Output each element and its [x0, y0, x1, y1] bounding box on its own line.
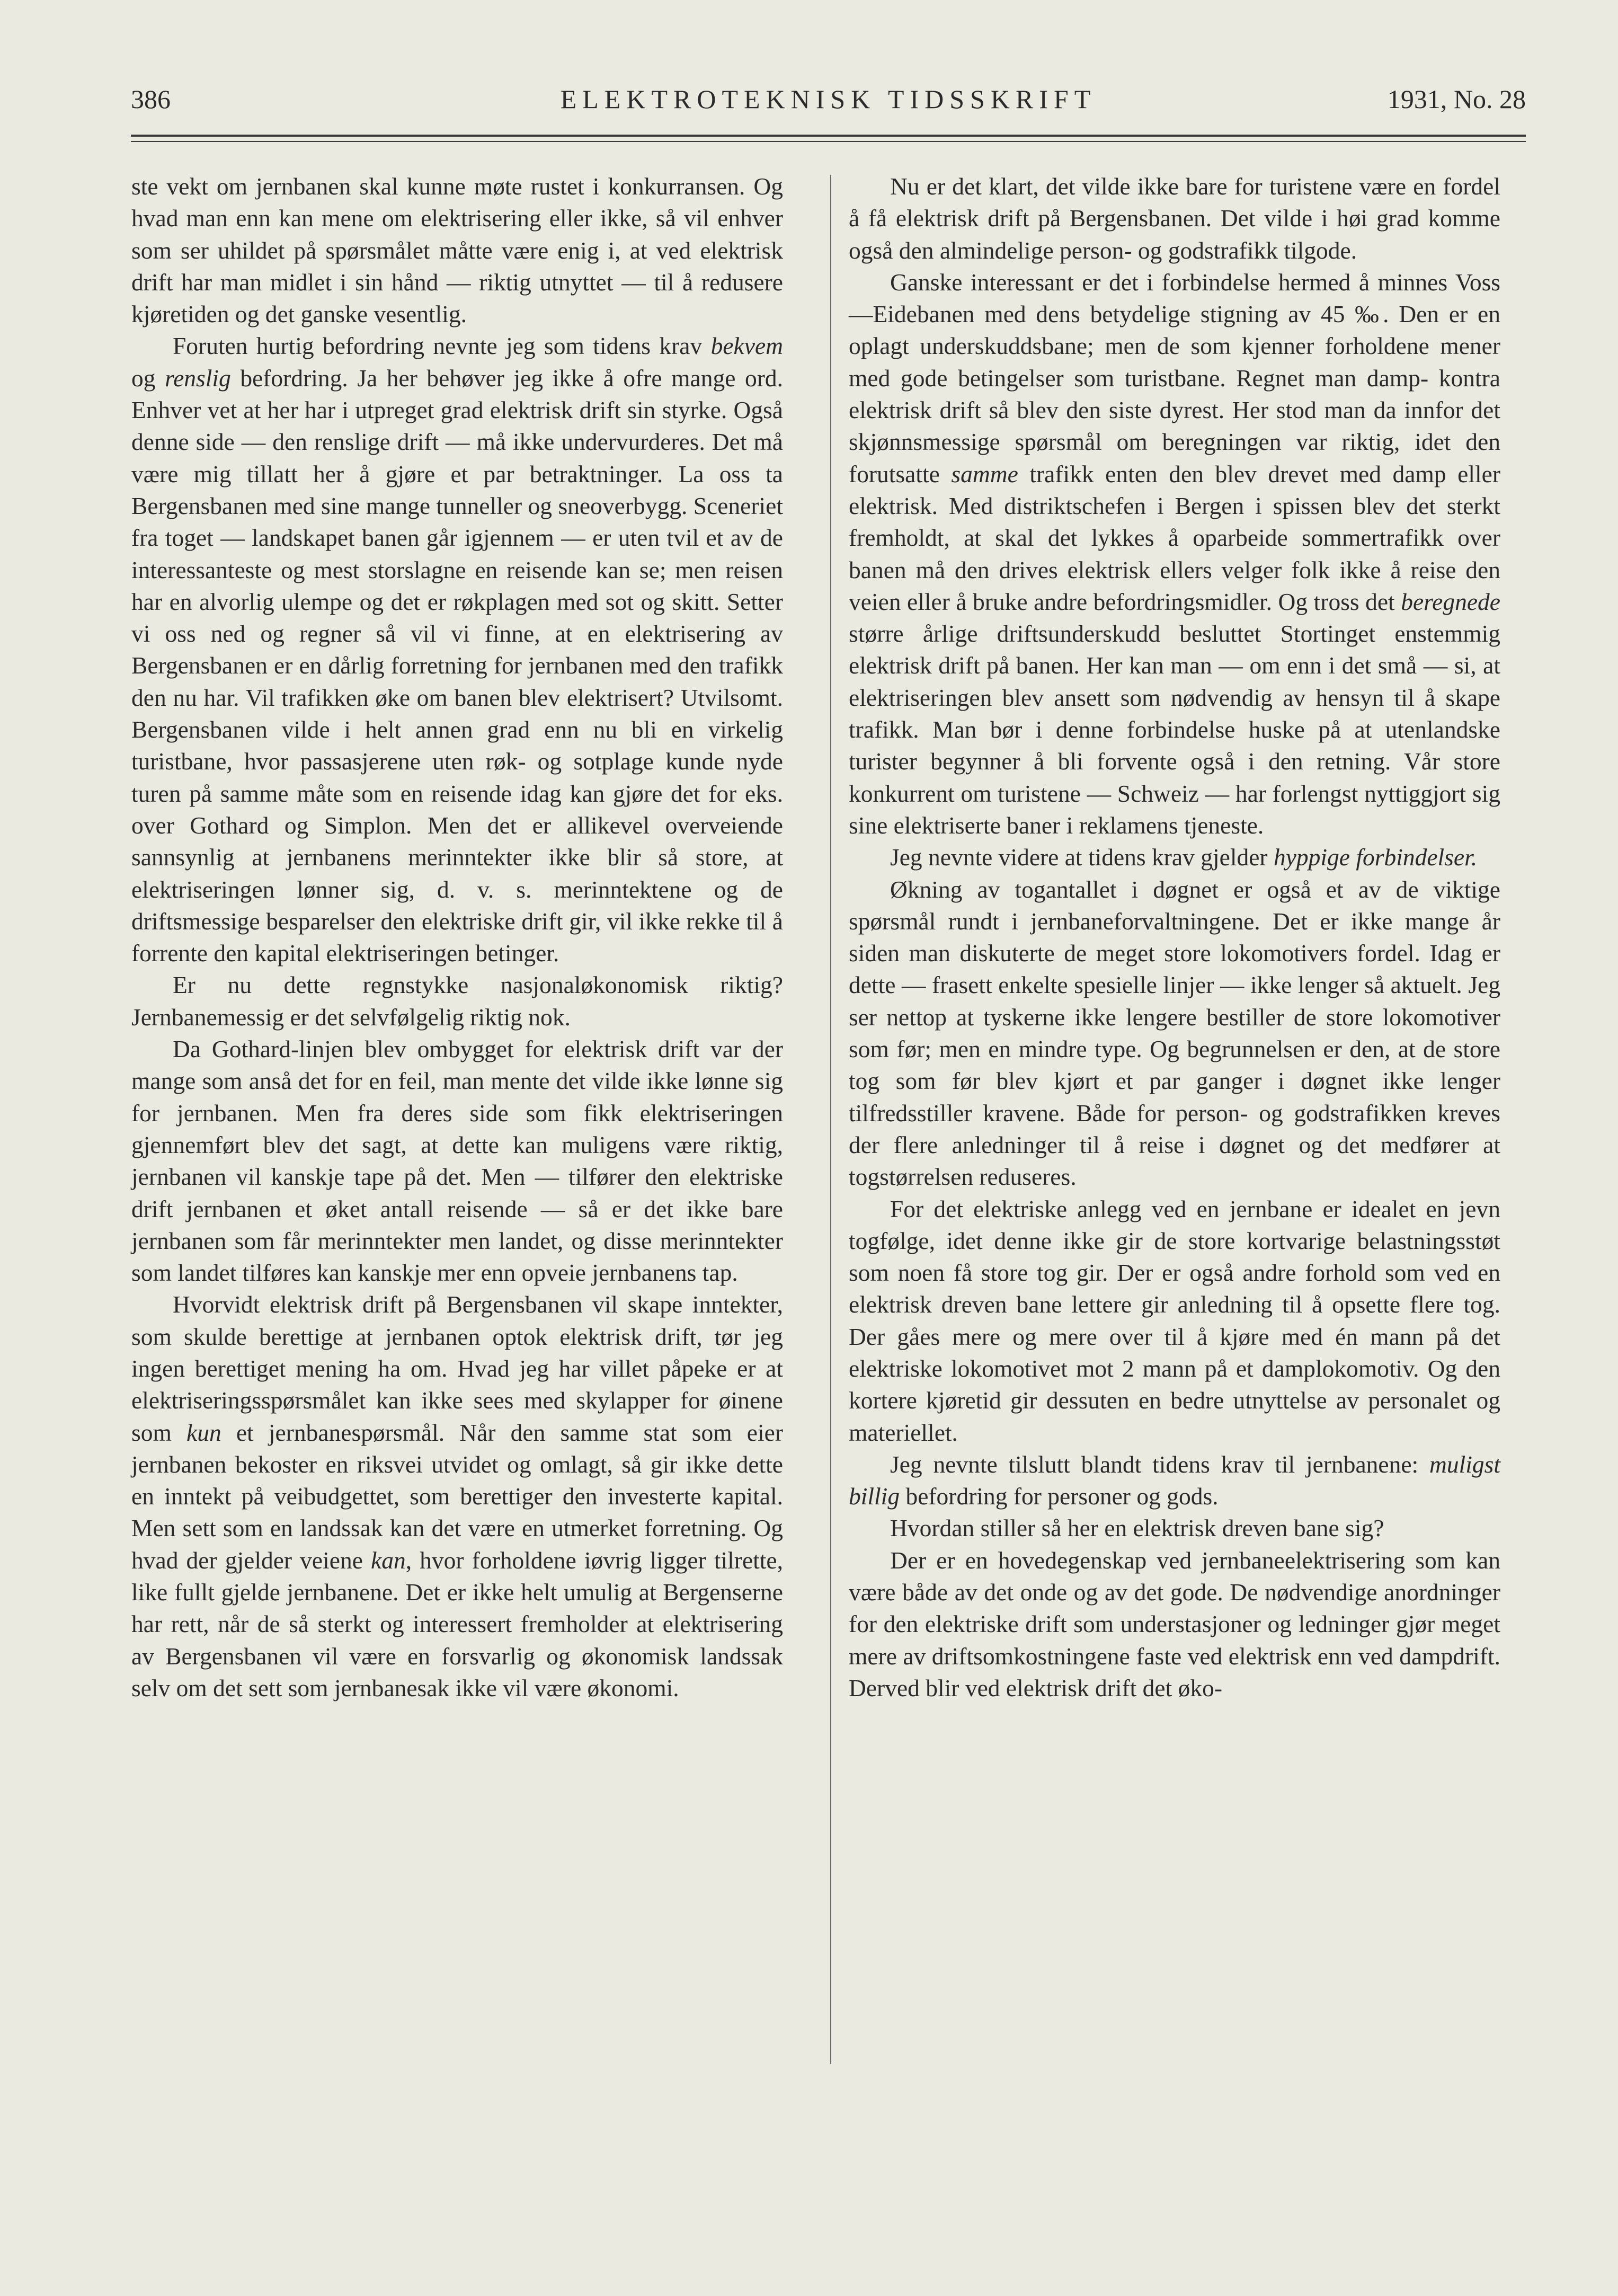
paragraph: [131, 171, 783, 330]
text-run: For det elektriske anlegg ved en jernbane er idealet en jevn togfølge, idet denne ikke gir de store kortvarige belastningsstøt som noen få store tog gir. Der er også andre forhold som ved en elektrisk dreven bane lettere gir anledning til å opsette flere tog. Der gåes mere og mere over til å kjøre med én mann på det elektriske lokomotivet mot 2 mann på et damplokomotiv. Og den kortere kjøretid gir dessuten en bedre utnyttelse av personalet og materiellet.: [849, 1195, 1500, 1446]
text-run: trafikk enten den blev drevet med damp eller elektrisk. Med distriktschefen i Bergen i spissen blev det sterkt fremholdt, at skal det lykkes å oparbeide sommertrafikk over banen må den drives elektrisk ellers velger folk ikke å reise den veien eller å bruke andre befordringsmidler. Og tross det: [849, 460, 1500, 615]
paragraph: [849, 267, 1500, 841]
header-rule-thick: [131, 135, 1526, 137]
paragraph: [849, 1545, 1500, 1704]
paragraph: [131, 969, 783, 1033]
issue-info: 1931, No. 28: [1387, 84, 1526, 114]
text-run: Foruten hurtig befordring nevnte jeg som tidens krav: [173, 332, 711, 360]
text-run: Da Gothard-linjen blev ombygget for elektrisk drift var der mange som anså det for en feil, man mente det vilde ikke lønne sig for jernbanen. Men fra deres side som fikk elektriseringen gjennemført blev det sagt, at dette kan muligens være riktig, jernbanen vil kanskje tape på det. Men — tilfører den elektriske drift jernbanen et øket antall reisende — så er det ikke bare jernbanen som får merinntekter men landet, og disse merinntekter som landet tilføres kan kanskje mer enn opveie jernbanens tap.: [131, 1035, 783, 1287]
text-run: Jeg nevnte tilslutt blandt tidens krav til jernbanene:: [890, 1450, 1429, 1478]
paragraph: [849, 874, 1500, 1193]
text-run: et jernbanespørsmål. Når den samme stat som eier jernbanen bekoster en riksvei utvidet og omlagt, så gir ikke dette en inntekt på veibudgettet, som berettiger den investerte kapital. Men sett som en landssak kan det være en utmerket forretning. Og hvad der gjelder veiene: [131, 1419, 783, 1574]
italic-text: samme: [951, 460, 1018, 487]
paragraph: [131, 330, 783, 969]
text-run: Hvordan stiller så her en elektrisk dreven bane sig?: [890, 1514, 1384, 1542]
italic-text: renslig: [165, 364, 231, 392]
italic-text: muligst billig: [849, 1450, 1500, 1510]
paragraph: [849, 1449, 1500, 1513]
running-header: [131, 84, 1526, 121]
text-run: Der er en hovedegenskap ved jernbaneelektrisering som kan være både av det onde og av det gode. De nødvendige anordninger for den elektriske drift som understasjoner og ledninger gjør meget mere av driftsomkostningene faste ved elektrisk enn ved dampdrift. Derved blir ved elektrisk drift det øko-: [849, 1546, 1500, 1701]
text-run: større årlige driftsunderskudd besluttet Stortinget enstemmig elektrisk drift på banen. Her kan man — om enn i det små — si, at elektriseringen blev ansett som nødvendig av hensyn til å skape trafikk. Man bør i denne forbindelse huske på at utenlandske turister begynner å bli forvente også i den retning. Vår store konkurrent om turistene — Schweiz — har forlengst nyttiggjort sig sine elektriserte baner i reklamens tjeneste.: [849, 620, 1500, 839]
text-run: , hvor forholdene iøvrig ligger tilrette, like fullt gjelde jernbanene. Det er ikke helt umulig at Bergenserne har rett, når de så sterkt og interessert fremholder at elektrisering av Bergensbanen vil være en forsvarlig og økonomisk landssak selv om det sett som jernbanesak ikke vil være økonomi.: [131, 1546, 783, 1701]
italic-text: kun: [186, 1419, 221, 1446]
text-run: befordring. Ja her behøver jeg ikke å ofre mange ord. Enhver vet at her har i utpreget grad elektrisk drift sin styrke. Også denne side — den renslige drift — må ikke undervurderes. Det må være mig tillatt her å gjøre et par betraktninger. La oss ta Bergensbanen med sine mange tunneller og sneoverbygg. Sceneriet fra toget — landskapet banen går igjennem — er uten tvil et av de interessanteste og mest storslagne en reisende kan se; men reisen har en alvorlig ulempe og det er røkplagen med sot og skitt. Setter vi oss ned og regner så vil vi finne, at en elektrisering av Bergensbanen er en dårlig forretning for jernbanen med den trafikk den nu har. Vil trafikken øke om banen blev elektrisert? Utvilsomt. Bergensbanen vilde i helt annen grad enn nu bli en virkelig turistbane, hvor passasjerene uten røk- og sotplage kunde nyde turen på samme måte som en reisende idag kan gjøre det for eks. over Gothard og Simplon. Men det er allikevel overveiende sannsynlig at jernbanens merinntekter ikke blir så store, at elektriseringen lønner sig, d. v. s. merinntektene og de driftsmessige besparelser den elektriske drift gir, vil ikke rekke til å forrente den kapital elektriseringen betinger.: [131, 364, 783, 967]
text-run: Nu er det klart, det vilde ikke bare for turistene være en fordel å få elektrisk drift på Bergensbanen. Det vilde i høi grad komme også den almindelige person- og godstrafikk tilgode.: [849, 173, 1500, 264]
text-run: Økning av togantallet i døgnet er også et av de viktige spørsmål rundt i jernbaneforvaltningene. Det er ikke mange år siden man diskuterte de meget store lokomotivers fordel. Idag er dette — frasett enkelte spesielle linjer — ikke lenger så aktuelt. Jeg ser nettop at tyskerne ikke lengere bestiller de store lokomotiver som før; men en mindre type. Og begrunnelsen er den, at de store tog som før blev kjørt et par ganger i døgnet ikke lenger tilfredsstiller kravene. Både for person- og godstrafikken kreves der flere anledninger til å reise i døgnet og det medfører at togstørrelsen reduseres.: [849, 875, 1500, 1191]
italic-text: beregnede: [1401, 588, 1500, 615]
paragraph: [131, 1033, 783, 1289]
left-column: [131, 171, 783, 1704]
page-number: 386: [131, 84, 171, 114]
text-run: ste vekt om jernbanen skal kunne møte rustet i konkurransen. Og hvad man enn kan mene om elektrisering eller ikke, så vil enhver som ser uhildet på spørsmålet måtte være enig i, at ved elektrisk drift har man midlet i sin hånd — riktig utnyttet — til å redusere kjøretiden og det ganske vesentlig.: [131, 173, 783, 328]
column-divider: [830, 175, 831, 2064]
text-run: Ganske interessant er det i forbindelse hermed å minnes Voss—Eidebanen med dens betydelige stigning av 45 ‰. Den er en oplagt underskuddsbane; men de som kjenner forholdene mener med gode betingelser som turistbane. Regnet man damp- kontra elektrisk drift så blev den siste dyrest. Her stod man da innfor det skjønnsmessige spørsmål om beregningen var riktig, idet den forutsatte: [849, 268, 1500, 487]
header-rule-thin: [131, 141, 1526, 142]
italic-text: bekvem: [710, 332, 783, 360]
text-run: Hvorvidt elektrisk drift på Bergensbanen vil skape inntekter, som skulde berettige at jernbanen optok elektrisk drift, tør jeg ingen berettiget mening ha om. Hvad jeg har villet påpeke er at elektriseringsspørsmålet kan ikke sees med skylapper for øinene som: [131, 1291, 783, 1446]
text-run: befordring for personer og gods.: [900, 1483, 1219, 1510]
italic-text: hyppige forbindelser.: [1273, 844, 1478, 871]
paragraph: [849, 171, 1500, 267]
text-run: og: [131, 364, 165, 392]
paragraph: [849, 1193, 1500, 1449]
text-run: Er nu dette regnstykke nasjonaløkonomisk riktig? Jernbanemessig er det selvfølgelig riktig nok.: [131, 971, 783, 1031]
paragraph: [131, 1289, 783, 1704]
paragraph: [849, 1512, 1500, 1544]
journal-title: ELEKTROTEKNISK TIDSSKRIFT: [560, 84, 1097, 114]
text-run: Jeg nevnte videre at tidens krav gjelder: [890, 844, 1274, 871]
right-column: [849, 171, 1500, 1704]
paragraph: [849, 841, 1500, 873]
italic-text: kan: [371, 1546, 406, 1574]
